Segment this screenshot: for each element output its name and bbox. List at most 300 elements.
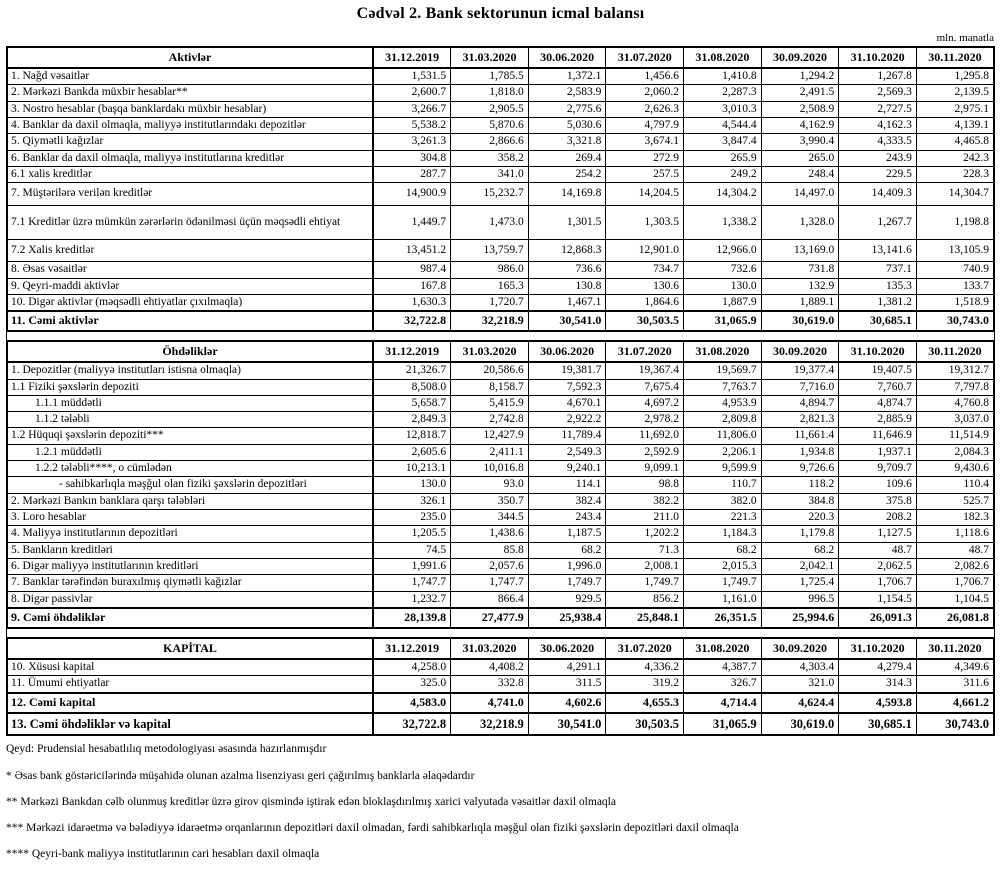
value-cell: 311.6 — [916, 676, 994, 693]
value-cell: 986.0 — [451, 262, 529, 278]
value-cell: 14,304.2 — [684, 183, 762, 205]
value-cell: 314.3 — [839, 676, 917, 693]
value-cell: 4,387.7 — [684, 659, 762, 676]
value-cell: 5,538.2 — [373, 117, 451, 133]
value-cell: 382.4 — [528, 493, 606, 509]
value-cell: 1,518.9 — [916, 294, 994, 311]
value-cell: 3,037.0 — [916, 412, 994, 428]
value-cell: 1,205.5 — [373, 526, 451, 542]
value-cell: 14,304.7 — [916, 183, 994, 205]
footnote: Qeyd: Prudensial hesabatlılıq metodologiyası əsasında hazırlanmışdır — [6, 743, 327, 756]
value-cell: 7,716.0 — [761, 379, 839, 395]
value-cell: 4,349.6 — [916, 659, 994, 676]
value-cell: 11,514.9 — [916, 428, 994, 444]
date-column-header: 31.03.2020 — [451, 638, 529, 659]
table-row — [7, 676, 994, 693]
value-cell: 1,991.6 — [373, 559, 451, 575]
row-label: 11. Cəmi aktivlər — [7, 311, 373, 331]
table-row — [7, 362, 994, 379]
value-cell: 20,586.6 — [451, 362, 529, 379]
date-column-header: 31.07.2020 — [606, 341, 684, 362]
value-cell: 5,658.7 — [373, 395, 451, 411]
value-cell: 1,449.7 — [373, 205, 451, 239]
value-cell: 32,218.9 — [451, 311, 529, 331]
value-cell: 2,605.6 — [373, 444, 451, 460]
value-cell: 13,141.6 — [839, 239, 917, 261]
value-cell: 4,336.2 — [606, 659, 684, 676]
row-label: 5. Qiymətli kağızlar — [7, 134, 373, 150]
value-cell: 28,139.8 — [373, 608, 451, 628]
row-label: 7.2 Xalis kreditlər — [7, 239, 373, 261]
value-cell: 384.8 — [761, 493, 839, 509]
value-cell: 14,409.3 — [839, 183, 917, 205]
value-cell: 8,158.7 — [451, 379, 529, 395]
value-cell: 2,569.3 — [839, 85, 917, 101]
row-label: 2. Mərkəzi Bankda müxbir hesablar** — [7, 85, 373, 101]
section-table-aktivlr — [6, 46, 995, 332]
value-cell: 4,291.1 — [528, 659, 606, 676]
table-row — [7, 117, 994, 133]
table-row — [7, 278, 994, 294]
value-cell: 4,258.0 — [373, 659, 451, 676]
value-cell: 9,726.6 — [761, 461, 839, 477]
date-column-header: 30.11.2020 — [916, 638, 994, 659]
value-cell: 130.0 — [373, 477, 451, 493]
value-cell: 93.0 — [451, 477, 529, 493]
value-cell: 4,760.8 — [916, 395, 994, 411]
section-header: Öhdəliklər — [7, 341, 373, 362]
value-cell: 4,465.8 — [916, 134, 994, 150]
value-cell: 2,062.5 — [839, 559, 917, 575]
value-cell: 929.5 — [528, 591, 606, 608]
value-cell: 2,060.2 — [606, 85, 684, 101]
section-table-hdliklr — [6, 340, 995, 629]
value-cell: 341.0 — [451, 166, 529, 182]
value-cell: 220.3 — [761, 510, 839, 526]
table-row — [7, 477, 994, 493]
value-cell: 2,057.6 — [451, 559, 529, 575]
value-cell: 12,427.9 — [451, 428, 529, 444]
value-cell: 2,206.1 — [684, 444, 762, 460]
table-row — [7, 166, 994, 182]
value-cell: 9,599.9 — [684, 461, 762, 477]
value-cell: 30,541.0 — [528, 713, 606, 736]
value-cell: 1,154.5 — [839, 591, 917, 608]
value-cell: 31,065.9 — [684, 311, 762, 331]
value-cell: 30,743.0 — [916, 311, 994, 331]
value-cell: 1,410.8 — [684, 68, 762, 85]
value-cell: 4,139.1 — [916, 117, 994, 133]
header-row — [7, 47, 994, 68]
value-cell: 734.7 — [606, 262, 684, 278]
date-column-header: 30.06.2020 — [528, 47, 606, 68]
value-cell: 14,169.8 — [528, 183, 606, 205]
value-cell: 4,894.7 — [761, 395, 839, 411]
value-cell: 12,966.0 — [684, 239, 762, 261]
value-cell: 132.9 — [761, 278, 839, 294]
value-cell: 4,624.4 — [761, 693, 839, 713]
value-cell: 1,749.7 — [684, 575, 762, 591]
value-cell: 1,456.6 — [606, 68, 684, 85]
value-cell: 1,937.1 — [839, 444, 917, 460]
value-cell: 3,261.3 — [373, 134, 451, 150]
row-label: 4. Banklar da daxil olmaqla, maliyyə institutlarındakı depozitlər — [7, 117, 373, 133]
value-cell: 1,785.5 — [451, 68, 529, 85]
value-cell: 1,747.7 — [451, 575, 529, 591]
value-cell: 344.5 — [451, 510, 529, 526]
date-column-header: 31.12.2019 — [373, 341, 451, 362]
value-cell: 1,889.1 — [761, 294, 839, 311]
value-cell: 3,847.4 — [684, 134, 762, 150]
value-cell: 11,789.4 — [528, 428, 606, 444]
value-cell: 25,848.1 — [606, 608, 684, 628]
table-row — [7, 85, 994, 101]
value-cell: 4,279.4 — [839, 659, 917, 676]
table-row — [7, 608, 994, 628]
value-cell: 736.6 — [528, 262, 606, 278]
value-cell: 13,169.0 — [761, 239, 839, 261]
section-header: KAPİTAL — [7, 638, 373, 659]
value-cell: 1,381.2 — [839, 294, 917, 311]
date-column-header: 30.06.2020 — [528, 341, 606, 362]
value-cell: 3,674.1 — [606, 134, 684, 150]
value-cell: 4,162.3 — [839, 117, 917, 133]
value-cell: 1,301.5 — [528, 205, 606, 239]
value-cell: 265.0 — [761, 150, 839, 166]
value-cell: 221.3 — [684, 510, 762, 526]
value-cell: 25,938.4 — [528, 608, 606, 628]
value-cell: 4,333.5 — [839, 134, 917, 150]
value-cell: 118.2 — [761, 477, 839, 493]
row-label: 1.1 Fiziki şəxslərin depoziti — [7, 379, 373, 395]
date-column-header: 31.07.2020 — [606, 638, 684, 659]
value-cell: 4,593.8 — [839, 693, 917, 713]
footnote: ** Mərkəzi Bankdan cəlb olunmuş kreditlər üzrə girov qismində iştirak edən bloklaşdırılmış xarici valyutada vəsaitlər daxil olmaqla — [6, 796, 616, 809]
value-cell: 1,531.5 — [373, 68, 451, 85]
value-cell: 1,467.1 — [528, 294, 606, 311]
value-cell: 32,218.9 — [451, 713, 529, 736]
value-cell: 2,042.1 — [761, 559, 839, 575]
value-cell: 325.0 — [373, 676, 451, 693]
value-cell: 114.1 — [528, 477, 606, 493]
value-cell: 737.1 — [839, 262, 917, 278]
row-label: 5. Bankların kreditləri — [7, 542, 373, 558]
value-cell: 996.5 — [761, 591, 839, 608]
value-cell: 269.4 — [528, 150, 606, 166]
value-cell: 287.7 — [373, 166, 451, 182]
value-cell: 3,010.3 — [684, 101, 762, 117]
row-label: 1.1.2 tələbli — [7, 412, 373, 428]
value-cell: 30,685.1 — [839, 713, 917, 736]
value-cell: 30,503.5 — [606, 713, 684, 736]
value-cell: 98.8 — [606, 477, 684, 493]
footnote: *** Mərkəzi idarəetmə və bələdiyyə idarəetmə orqanlarının depozitləri daxil olmadan, fərdi sahibkarlıqla məşğul olan fiziki şəxslərin depozitləri daxil olmaqla — [6, 822, 739, 835]
value-cell: 208.2 — [839, 510, 917, 526]
value-cell: 1,179.8 — [761, 526, 839, 542]
value-cell: 110.7 — [684, 477, 762, 493]
value-cell: 12,818.7 — [373, 428, 451, 444]
value-cell: 4,162.9 — [761, 117, 839, 133]
value-cell: 167.8 — [373, 278, 451, 294]
value-cell: 30,619.0 — [761, 713, 839, 736]
date-column-header: 31.07.2020 — [606, 47, 684, 68]
value-cell: 32,722.8 — [373, 713, 451, 736]
value-cell: 2,775.6 — [528, 101, 606, 117]
row-label: 6. Digər maliyyə institutlarının kreditləri — [7, 559, 373, 575]
table-row — [7, 412, 994, 428]
value-cell: 2,866.6 — [451, 134, 529, 150]
value-cell: 1,630.3 — [373, 294, 451, 311]
value-cell: 25,994.6 — [761, 608, 839, 628]
value-cell: 272.9 — [606, 150, 684, 166]
unit-label: mln. manatla — [936, 32, 994, 44]
row-label: 1.2.2 tələbli****, o cümlədən — [7, 461, 373, 477]
value-cell: 4,583.0 — [373, 693, 451, 713]
value-cell: 1,934.8 — [761, 444, 839, 460]
value-cell: 1,725.4 — [761, 575, 839, 591]
value-cell: 4,670.1 — [528, 395, 606, 411]
date-column-header: 31.08.2020 — [684, 638, 762, 659]
table-row — [7, 311, 994, 331]
value-cell: 12,901.0 — [606, 239, 684, 261]
table-row — [7, 559, 994, 575]
row-label: 9. Qeyri-maddi aktivlər — [7, 278, 373, 294]
value-cell: 326.1 — [373, 493, 451, 509]
value-cell: 1,118.6 — [916, 526, 994, 542]
value-cell: 182.3 — [916, 510, 994, 526]
value-cell: 11,646.9 — [839, 428, 917, 444]
value-cell: 321.0 — [761, 676, 839, 693]
value-cell: 2,084.3 — [916, 444, 994, 460]
value-cell: 332.8 — [451, 676, 529, 693]
value-cell: 2,809.8 — [684, 412, 762, 428]
value-cell: 19,377.4 — [761, 362, 839, 379]
value-cell: 2,821.3 — [761, 412, 839, 428]
section-header: Aktivlər — [7, 47, 373, 68]
table-row — [7, 444, 994, 460]
row-label: 13. Cəmi öhdəliklər və kapital — [7, 713, 373, 736]
value-cell: 21,326.7 — [373, 362, 451, 379]
table-row — [7, 395, 994, 411]
value-cell: 30,685.1 — [839, 311, 917, 331]
value-cell: 1,202.2 — [606, 526, 684, 542]
date-column-header: 31.12.2019 — [373, 638, 451, 659]
value-cell: 9,240.1 — [528, 461, 606, 477]
value-cell: 5,415.9 — [451, 395, 529, 411]
row-label: 6.1 xalis kreditlər — [7, 166, 373, 182]
value-cell: 32,722.8 — [373, 311, 451, 331]
value-cell: 2,978.2 — [606, 412, 684, 428]
value-cell: 68.2 — [528, 542, 606, 558]
value-cell: 1,184.3 — [684, 526, 762, 542]
row-label: 6. Banklar da daxil olmaqla, maliyyə institutlarına kreditlər — [7, 150, 373, 166]
value-cell: 1,887.9 — [684, 294, 762, 311]
value-cell: 19,312.7 — [916, 362, 994, 379]
value-cell: 130.8 — [528, 278, 606, 294]
value-cell: 30,541.0 — [528, 311, 606, 331]
value-cell: 1,706.7 — [916, 575, 994, 591]
row-label: 12. Cəmi kapital — [7, 693, 373, 713]
value-cell: 19,367.4 — [606, 362, 684, 379]
row-label: 9. Cəmi öhdəliklər — [7, 608, 373, 628]
value-cell: 2,626.3 — [606, 101, 684, 117]
table-row — [7, 659, 994, 676]
value-cell: 1,749.7 — [528, 575, 606, 591]
footnote: **** Qeyri-bank maliyyə institutlarının cari hesabları daxil olmaqla — [6, 848, 320, 861]
table-row — [7, 510, 994, 526]
date-column-header: 30.09.2020 — [761, 638, 839, 659]
value-cell: 987.4 — [373, 262, 451, 278]
value-cell: 26,351.5 — [684, 608, 762, 628]
value-cell: 1,294.2 — [761, 68, 839, 85]
value-cell: 10,016.8 — [451, 461, 529, 477]
header-row — [7, 341, 994, 362]
row-label: 11. Ümumi ehtiyatlar — [7, 676, 373, 693]
value-cell: 350.7 — [451, 493, 529, 509]
value-cell: 19,569.7 — [684, 362, 762, 379]
value-cell: 1,818.0 — [451, 85, 529, 101]
table-row — [7, 262, 994, 278]
section-table-kapital — [6, 637, 995, 736]
value-cell: 7,797.8 — [916, 379, 994, 395]
table-row — [7, 693, 994, 713]
row-label: 10. Xüsusi kapital — [7, 659, 373, 676]
value-cell: 30,743.0 — [916, 713, 994, 736]
value-cell: 7,763.7 — [684, 379, 762, 395]
value-cell: 1,749.7 — [606, 575, 684, 591]
value-cell: 14,900.9 — [373, 183, 451, 205]
value-cell: 2,287.3 — [684, 85, 762, 101]
value-cell: 382.0 — [684, 493, 762, 509]
value-cell: 1,295.8 — [916, 68, 994, 85]
value-cell: 13,451.2 — [373, 239, 451, 261]
value-cell: 7,760.7 — [839, 379, 917, 395]
value-cell: 135.3 — [839, 278, 917, 294]
value-cell: 2,082.6 — [916, 559, 994, 575]
value-cell: 13,759.7 — [451, 239, 529, 261]
value-cell: 2,592.9 — [606, 444, 684, 460]
value-cell: 15,232.7 — [451, 183, 529, 205]
value-cell: 133.7 — [916, 278, 994, 294]
value-cell: 2,885.9 — [839, 412, 917, 428]
value-cell: 11,806.0 — [684, 428, 762, 444]
value-cell: 265.9 — [684, 150, 762, 166]
value-cell: 1,127.5 — [839, 526, 917, 542]
value-cell: 1,187.5 — [528, 526, 606, 542]
value-cell: 856.2 — [606, 591, 684, 608]
value-cell: 731.8 — [761, 262, 839, 278]
value-cell: 31,065.9 — [684, 713, 762, 736]
table-row — [7, 205, 994, 239]
table-row — [7, 68, 994, 85]
value-cell: 2,905.5 — [451, 101, 529, 117]
value-cell: 5,030.6 — [528, 117, 606, 133]
value-cell: 2,742.8 — [451, 412, 529, 428]
value-cell: 4,661.2 — [916, 693, 994, 713]
value-cell: 2,411.1 — [451, 444, 529, 460]
value-cell: 7,675.4 — [606, 379, 684, 395]
value-cell: 19,407.5 — [839, 362, 917, 379]
table-row — [7, 239, 994, 261]
table-row — [7, 428, 994, 444]
value-cell: 1,104.5 — [916, 591, 994, 608]
value-cell: 1,438.6 — [451, 526, 529, 542]
table-row — [7, 575, 994, 591]
value-cell: 10,213.1 — [373, 461, 451, 477]
row-label: 2. Mərkəzi Bankın banklara qarşı tələbləri — [7, 493, 373, 509]
value-cell: 248.4 — [761, 166, 839, 182]
section-gap — [6, 332, 995, 340]
value-cell: 1,996.0 — [528, 559, 606, 575]
value-cell: 1,747.7 — [373, 575, 451, 591]
value-cell: 1,706.7 — [839, 575, 917, 591]
row-label: 10. Digər aktivlər (məqsədli ehtiyatlar çıxılmaqla) — [7, 294, 373, 311]
value-cell: 235.0 — [373, 510, 451, 526]
value-cell: 9,709.7 — [839, 461, 917, 477]
value-cell: 109.6 — [839, 477, 917, 493]
table-row — [7, 183, 994, 205]
value-cell: 5,870.6 — [451, 117, 529, 133]
value-cell: 375.8 — [839, 493, 917, 509]
value-cell: 358.2 — [451, 150, 529, 166]
value-cell: 382.2 — [606, 493, 684, 509]
value-cell: 2,491.5 — [761, 85, 839, 101]
date-column-header: 31.08.2020 — [684, 47, 762, 68]
row-label: - sahibkarlıqla məşğul olan fiziki şəxslərin depozitləri — [7, 477, 373, 493]
table-row — [7, 591, 994, 608]
value-cell: 26,081.8 — [916, 608, 994, 628]
value-cell: 3,990.4 — [761, 134, 839, 150]
value-cell: 304.8 — [373, 150, 451, 166]
value-cell: 48.7 — [916, 542, 994, 558]
table-row — [7, 134, 994, 150]
date-column-header: 30.09.2020 — [761, 341, 839, 362]
value-cell: 19,381.7 — [528, 362, 606, 379]
value-cell: 242.3 — [916, 150, 994, 166]
value-cell: 4,544.4 — [684, 117, 762, 133]
value-cell: 74.5 — [373, 542, 451, 558]
value-cell: 4,303.4 — [761, 659, 839, 676]
value-cell: 2,508.9 — [761, 101, 839, 117]
date-column-header: 31.03.2020 — [451, 47, 529, 68]
value-cell: 866.4 — [451, 591, 529, 608]
value-cell: 3,321.8 — [528, 134, 606, 150]
value-cell: 2,583.9 — [528, 85, 606, 101]
table-row — [7, 493, 994, 509]
date-column-header: 30.11.2020 — [916, 341, 994, 362]
row-label: 8. Əsas vəsaitlər — [7, 262, 373, 278]
row-label: 3. Loro hesablar — [7, 510, 373, 526]
row-label: 3. Nostro hesablar (başqa banklardakı müxbir hesablar) — [7, 101, 373, 117]
table-row — [7, 542, 994, 558]
value-cell: 254.2 — [528, 166, 606, 182]
table-row — [7, 713, 994, 736]
date-column-header: 31.10.2020 — [839, 341, 917, 362]
value-cell: 4,953.9 — [684, 395, 762, 411]
table-row — [7, 379, 994, 395]
value-cell: 1,338.2 — [684, 205, 762, 239]
page-title: Cədvəl 2. Bank sektorunun icmal balansı — [356, 5, 645, 22]
value-cell: 249.2 — [684, 166, 762, 182]
value-cell: 2,975.1 — [916, 101, 994, 117]
value-cell: 525.7 — [916, 493, 994, 509]
date-column-header: 31.03.2020 — [451, 341, 529, 362]
value-cell: 4,741.0 — [451, 693, 529, 713]
footnote: * Əsas bank göstəricilərində müşahidə olunan azalma lisenziyası geri çağırılmış banklarla əlaqədardır — [6, 770, 475, 783]
row-label: 1.1.1 müddətli — [7, 395, 373, 411]
value-cell: 13,105.9 — [916, 239, 994, 261]
value-cell: 8,508.0 — [373, 379, 451, 395]
